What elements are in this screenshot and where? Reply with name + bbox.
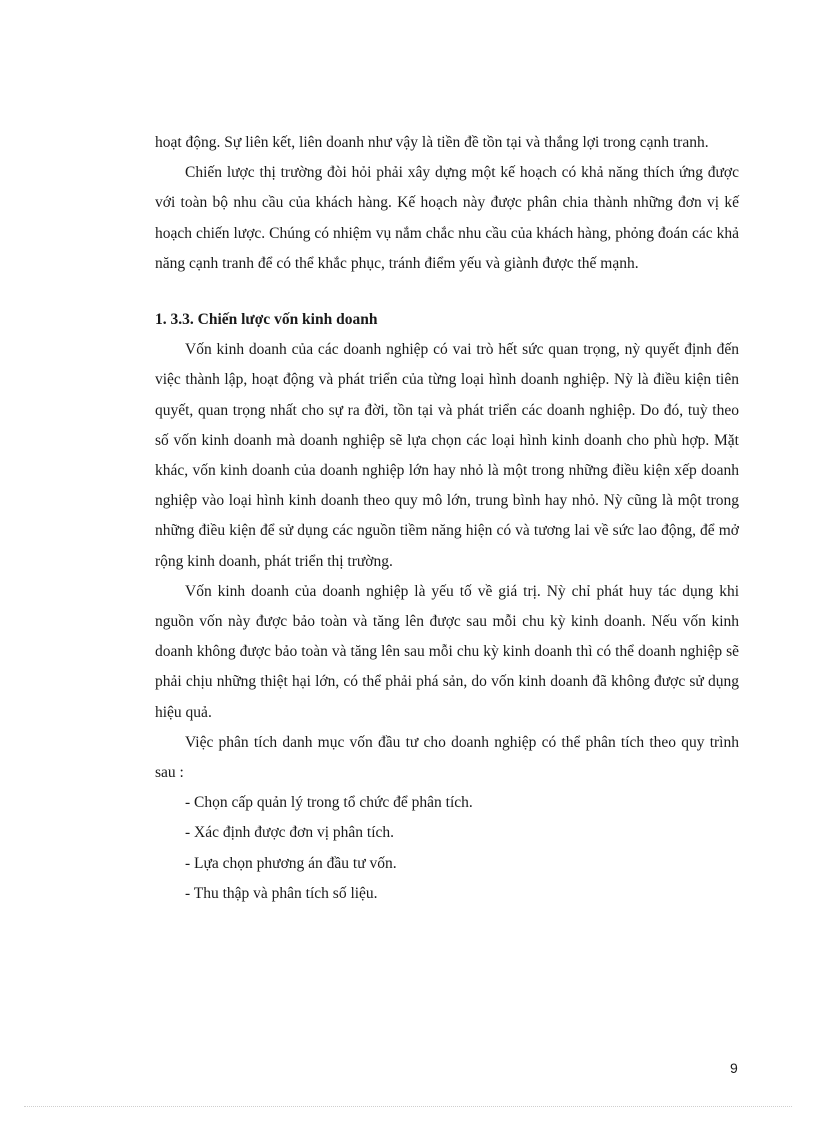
list-item: - Lựa chọn phương án đầu tư vốn. — [185, 854, 397, 872]
paragraph-capital-role: Vốn kinh doanh của các doanh nghiệp có vai trò hết sức quan trọng, nỳ quyết định đến việc thành lập, hoạt động và phát triển của từng loại hình doanh nghiệp. Nỳ là điều kiện tiên quyết, quan trọng nhất cho sự ra đời, tồn tại và phát triển các doanh nghiệp. Do đó, tuỳ theo số vốn kinh doanh mà doanh nghiệp sẽ lựa chọn các loại hình kinh doanh cho phù hợp. Mặt khác, vốn kinh doanh của doanh nghiệp lớn hay nhỏ là một trong những điều kiện xếp doanh nghiệp vào loại hình kinh doanh theo quy mô lớn, trung bình hay nhỏ. Nỳ cũng là một trong những điều kiện để sử dụng các nguồn tiềm năng hiện có và tương lai về sức lao động, để mở rộng kinh doanh, phát triển thị trường. — [155, 341, 739, 570]
list-item: - Thu thập và phân tích số liệu. — [185, 884, 378, 902]
paragraph-market-strategy: Chiến lược thị trường đòi hỏi phải xây dựng một kế hoạch có khả năng thích ứng được với toàn bộ nhu cầu của khách hàng. Kế hoạch này được phân chia thành những đơn vị kế hoạch chiến lược. Chúng có nhiệm vụ nắm chắc nhu cầu của khách hàng, phỏng đoán các khả năng cạnh tranh để có thể khắc phục, tránh điểm yếu và giành được thế mạnh. — [155, 164, 739, 272]
list-item: - Chọn cấp quản lý trong tổ chức để phân tích. — [185, 794, 473, 812]
paragraph-capital-value: Vốn kinh doanh của doanh nghiệp là yếu tố về giá trị. Nỳ chỉ phát huy tác dụng khi nguồn vốn này được bảo toàn và tăng lên được sau mỗi chu kỳ kinh doanh. Nếu vốn kinh doanh không được bảo toàn và tăng lên sau mỗi chu kỳ kinh doanh thì có thể doanh nghiệp sẽ phải chịu những thiệt hại lớn, có thể phải phá sản, do vốn kinh doanh đã không được sử dụng hiệu quả. — [155, 582, 739, 721]
page-bottom-divider — [24, 1106, 792, 1107]
page-number: 9 — [730, 1060, 738, 1076]
paragraph-analysis-process: Việc phân tích danh mục vốn đầu tư cho doanh nghiệp có thể phân tích theo quy trình sau : — [155, 733, 739, 782]
process-list — [155, 788, 739, 909]
list-item: - Xác định được đơn vị phân tích. — [185, 824, 395, 842]
page-content — [155, 128, 739, 909]
section-heading: 1. 3.3. Chiến lược vốn kinh doanh — [155, 311, 378, 329]
paragraph-continuation: hoạt động. Sự liên kết, liên doanh như vậy là tiền đề tồn tại và thắng lợi trong cạnh tranh. — [155, 134, 709, 151]
